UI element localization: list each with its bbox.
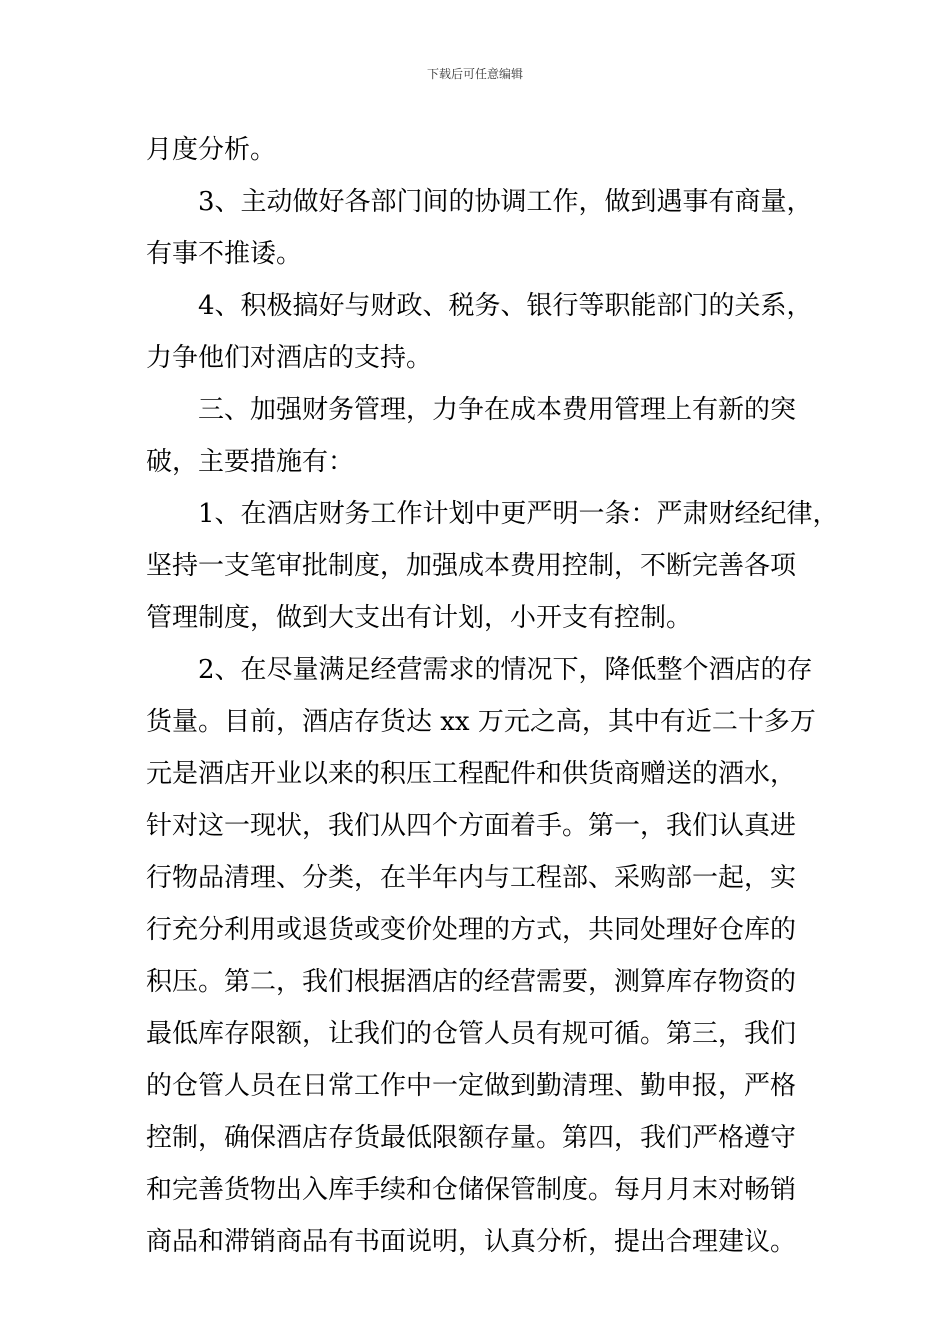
text-line: 破，主要措施有： (146, 447, 355, 477)
page-header: 下载后可任意编辑 (426, 67, 523, 81)
paragraph-5 (146, 488, 839, 644)
text-line: 的仓管人员在日常工作中一定做到勤清理、勤申报，严格 (146, 1071, 797, 1101)
text-line: 元是酒店开业以来的积压工程配件和供货商赠送的酒水， (146, 759, 797, 789)
text-line: 积压。第二，我们根据酒店的经营需要，测算库存物资的 (146, 967, 797, 997)
paragraph-3 (146, 280, 816, 384)
text-line: 有事不推诿。 (146, 239, 303, 269)
text-line: 坚持一支笔审批制度，加强成本费用控制，不断完善各项 (146, 551, 797, 581)
text-line: 针对这一现状，我们从四个方面着手。第一，我们认真进 (146, 811, 797, 841)
paragraph-6 (146, 644, 816, 1268)
text-line: 最低库存限额，让我们的仓管人员有规可循。第三，我们 (146, 1019, 797, 1049)
text-line: 控制，确保酒店存货最低限额存量。第四，我们严格遵守 (146, 1123, 797, 1153)
text-line: 货量。目前，酒店存货达 xx 万元之高，其中有近二十多万 (146, 707, 816, 737)
text-line: 和完善货物出入库手续和仓储保管制度。每月月末对畅销 (146, 1175, 797, 1205)
document-body (146, 124, 839, 1268)
text-line: 行充分利用或退货或变价处理的方式，共同处理好仓库的 (146, 915, 797, 945)
paragraph-4 (146, 384, 816, 488)
text-line: 行物品清理、分类，在半年内与工程部、采购部一起，实 (146, 863, 797, 893)
text-line: 2、在尽量满足经营需求的情况下，降低整个酒店的存 (198, 655, 813, 685)
text-line: 商品和滞销商品有书面说明，认真分析，提出合理建议。 (146, 1227, 797, 1257)
text-line: 力争他们对酒店的支持。 (146, 343, 433, 373)
text-line: 月度分析。 (146, 135, 277, 165)
text-line: 4、积极搞好与财政、税务、银行等职能部门的关系， (198, 291, 813, 321)
text-line: 1、在酒店财务工作计划中更严明一条：严肃财经纪律， (198, 499, 839, 529)
text-line: 3、主动做好各部门间的协调工作，做到遇事有商量， (198, 187, 813, 217)
text-line: 管理制度，做到大支出有计划，小开支有控制。 (146, 603, 693, 633)
paragraph-1 (146, 124, 816, 176)
paragraph-2 (146, 176, 816, 280)
text-line: 三、加强财务管理，力争在成本费用管理上有新的突 (198, 395, 797, 425)
